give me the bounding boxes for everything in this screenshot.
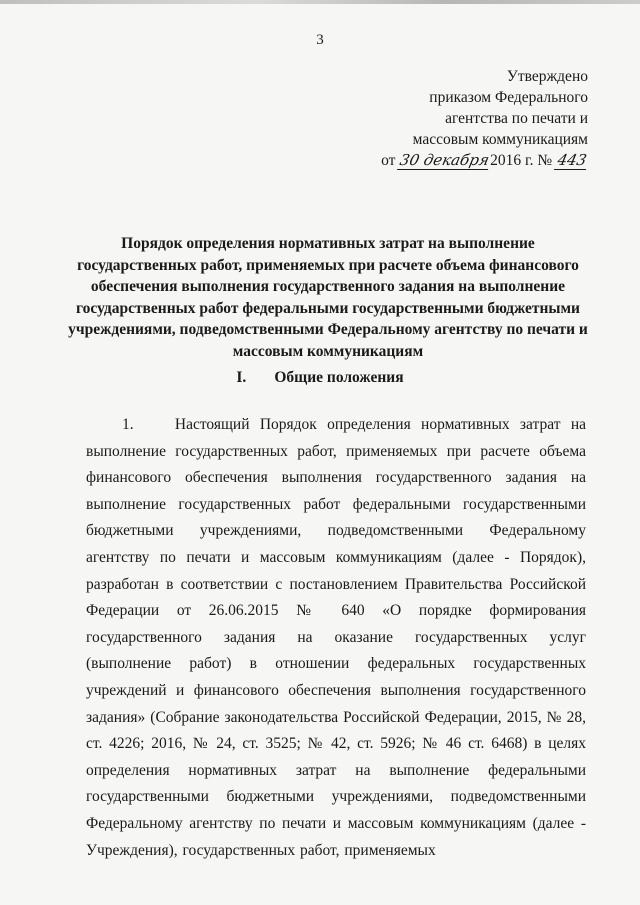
document-title: Порядок определения нормативных затрат на выполнение государственных работ, применяемых при расчете объема финансового обеспечения выполнения государственного задания на выполнение государственных работ федеральными государственными бюджетными учреждениями, подведомственными Федеральному агентству по печати и массовым коммуникациям [68,235,588,360]
approval-line-4: массовым коммуникациям [412,131,588,148]
section-heading [0,369,640,387]
approval-block [381,66,588,171]
scan-edge [0,0,640,4]
date-prefix: от [381,152,396,169]
paragraph-1: 1. Настоящий Порядок определения нормативных затрат на выполнение государственных работ, применяемых при расчете объема финансового обеспечения выполнения государственного задания на выполнение государственных работ федеральными государственными бюджетными учреждениями, подведомственными Федеральному агентству по печати и массовым коммуникациям (далее - Порядок), разработан в соответствии с постановлением Правительства Российской Федерации от 26.06.2015 № 640 «О порядке формирования государственного задания на оказание государственных услуг (выполнение работ) в отношении федеральных государственных учреждений и финансового обеспечения выполнения государственного задания» (Собрание законодательства Российской Федерации, 2015, № 28, ст. 4226; 2016, № 24, ст. 3525; № 42, ст. 5926; № 46 ст. 6468) в целях определения нормативных затрат на выполнение федеральными государственными бюджетными учреждениями, подведомственными Федеральному агентству по печати и массовым коммуникациям (далее - Учреждения), государственных работ, применяемых [86,416,586,859]
approval-line-2: приказом Федерального [429,89,588,106]
section-title: Общие положения [274,369,404,386]
handwritten-date: 30 декабря [398,151,492,169]
handwritten-order-number: 443 [555,151,589,169]
approval-line-1: Утверждено [506,68,588,85]
page-number: 3 [316,32,324,48]
year-text: 2016 г. № [490,152,553,169]
section-number: I. [236,369,247,386]
approval-date-line [381,150,588,171]
approval-line-3: агентства по печати и [445,110,588,127]
